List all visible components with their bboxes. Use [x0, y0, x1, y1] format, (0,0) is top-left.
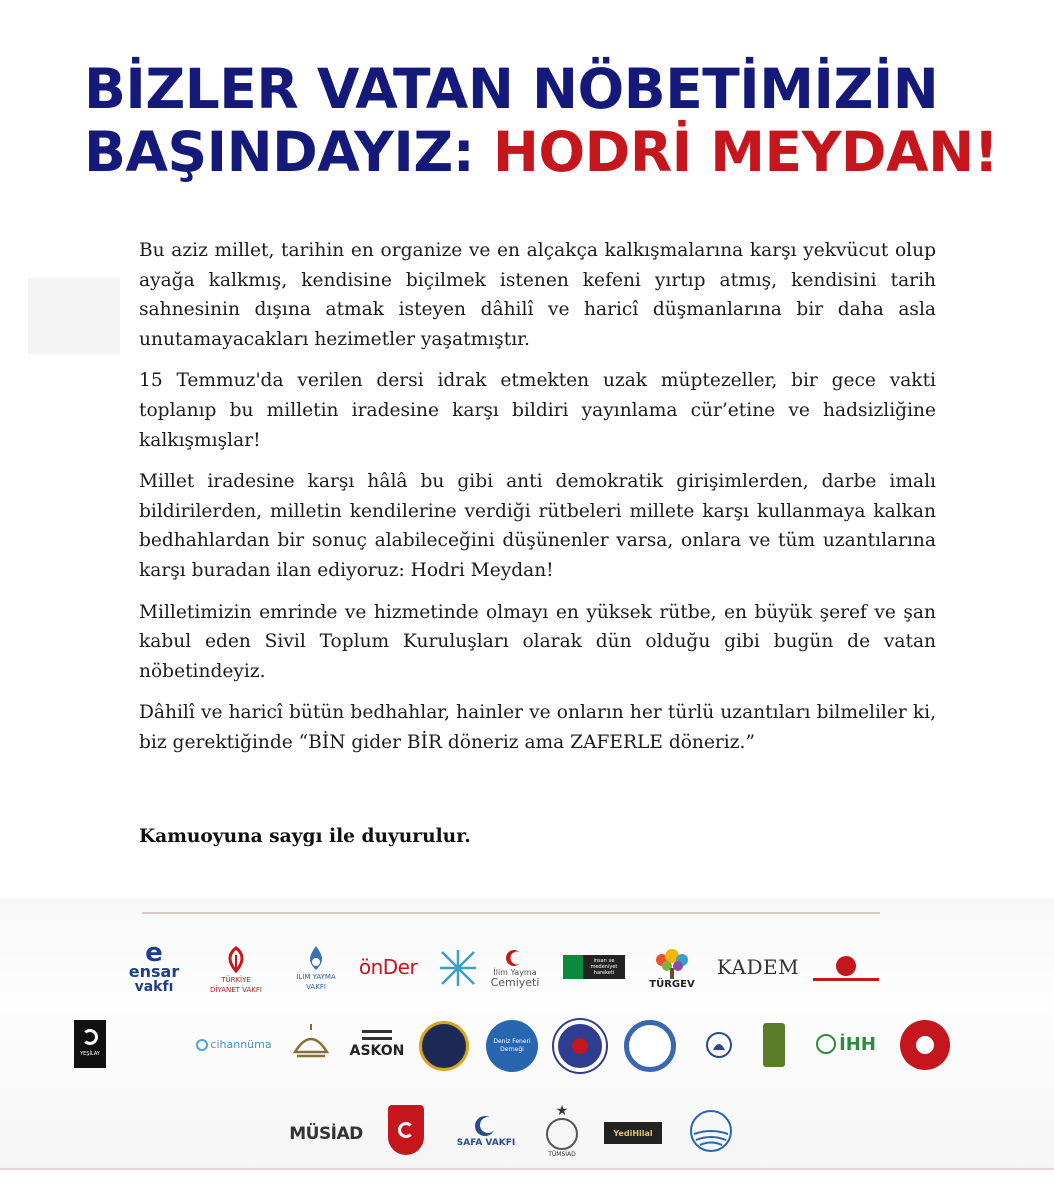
green-emblem-icon: [763, 1023, 785, 1067]
yesilay-logo: [74, 1020, 106, 1068]
paragraph-2: 15 Temmuz'da verilen dersi idrak etmekten uzak müptezeller, bir gece vakti toplanıp bu milletin iradesine karşı bildiri yayınlama cür’etine ve hadsizliğine kalkışmışlar!: [139, 370, 936, 451]
yedihilal-label: YediHilal: [613, 1128, 653, 1138]
ensar-label: ensar: [128, 962, 180, 981]
deniz-label-2: Derneği: [500, 1046, 524, 1053]
mtta-shield-icon: [388, 1105, 424, 1155]
onder-label: önDer: [358, 955, 418, 979]
tumsiad-star-icon: ★: [555, 1103, 569, 1119]
tree-icon: [652, 948, 692, 980]
ilim-yayma-vakfi-logo: [288, 940, 344, 996]
tumsiad-label: TÜMSİAD: [548, 1151, 576, 1158]
seal-star-icon: [916, 1036, 934, 1054]
ihh-label: İHH: [839, 1033, 876, 1055]
insan-label-1: insan ve: [593, 958, 615, 964]
insan-label-3: hareketi: [593, 970, 615, 976]
turgev-logo: [644, 942, 700, 996]
safa-label: SAFA VAKFI: [456, 1138, 516, 1148]
ilim-label-2: VAKFI: [306, 983, 326, 991]
askon-label: ASKON: [349, 1042, 405, 1059]
globe-icon: [688, 1108, 734, 1154]
headline-line-1: BİZLER VATAN NÖBETİMİZİN: [84, 57, 939, 121]
deniz-label-1: Deniz Feneri: [493, 1038, 531, 1045]
egitim-bir-sen-logo: [552, 1018, 608, 1074]
mosque-icon: [704, 1030, 734, 1060]
diyanet-label-1: TÜRKİYE: [221, 976, 251, 984]
paragraph-1: Bu aziz millet, tarihin en organize ve en alçakça kalkışmalarına karşı yekvücut olup ayağa kalkmış, kendisine biçilmek istenen kefeni yırtıp atmış, kendisini tarih sahnesinin dışına atmak isteyen dâhilî ve haricî düşmanlarına bir daha asla unutamayacakları hezimetler yaşatmıştır.: [139, 240, 936, 350]
insan-label-2: medeniyet: [590, 964, 618, 970]
egitim-disc-icon: [554, 1020, 606, 1072]
safa-crescent-icon: [473, 1114, 499, 1138]
tulip-icon: [219, 945, 253, 975]
kizilay-bar: [813, 978, 879, 981]
cihannuma-circle-icon: [196, 1039, 208, 1051]
kizilay-logo: [810, 954, 882, 982]
paragraph-5: Dâhilî ve haricî bütün bedhahlar, hainler ve onların her türlü uzantıları bilmeliler ki, biz gerektiğinde “BİN gider BİR döneriz ama ZAFERLE döneriz.”: [139, 702, 936, 753]
flag-icon: [563, 955, 583, 979]
musiad-logo: [286, 1120, 366, 1148]
red-seal-icon: [900, 1020, 950, 1070]
yesilay-label: YEŞİLAY: [80, 1051, 100, 1057]
ihh-globe-icon: [816, 1034, 836, 1054]
iyc-label-2: Cemiyeti: [490, 976, 540, 989]
ensar-sublabel: vakfı: [134, 979, 174, 995]
onder-logo: [350, 952, 426, 982]
askon-logo: [344, 1022, 410, 1066]
ensar-vakfi-logo: [118, 940, 190, 996]
green-emblem-logo: [756, 1018, 792, 1072]
mtta-crescent-icon: [398, 1122, 414, 1138]
red-seal-logo: [898, 1018, 952, 1072]
bottom-line: [0, 1168, 1054, 1170]
ensar-e-icon: e: [145, 938, 163, 968]
yesilay-crescent-icon: [82, 1029, 98, 1045]
rose-icon: [572, 1038, 588, 1054]
paragraph-4: Milletimizin emrinde ve hizmetinde olmayı en yüksek rütbe, en büyük şeref ve şan kabul eden Sivil Toplum Kuruluşları olarak dün olduğu gibi bugün de vatan nöbetindeyiz.: [139, 601, 936, 682]
deniz-feneri-logo: [484, 1018, 540, 1074]
yellow-disc-logo: [418, 1020, 470, 1072]
diyanet-label-2: DİYANET VAKFI: [210, 986, 262, 994]
blue-ring-logo: [622, 1018, 678, 1074]
iyc-label-1: İlim Yayma: [493, 968, 537, 977]
statement-body: [139, 236, 936, 770]
blue-ring-icon: [624, 1020, 676, 1072]
tumsiad-ring-icon: [546, 1118, 578, 1150]
kemerburgaz-logo: [284, 1018, 338, 1070]
headline: [84, 58, 1024, 184]
cihannuma-label: cihannüma: [210, 1038, 272, 1051]
insan-medeniyet-logo: [562, 952, 626, 982]
yedihilal-logo: [604, 1122, 662, 1144]
turkiye-gencik-logo: [432, 940, 484, 996]
divider: [142, 912, 880, 914]
tumsiad-logo: [538, 1102, 586, 1162]
crescent-icon: [504, 948, 526, 968]
side-mark: [28, 278, 120, 354]
dome-icon: [289, 1022, 333, 1066]
deniz-feneri-disc: [486, 1020, 538, 1072]
headline-line-2: BAŞINDAYIZ:: [84, 120, 493, 184]
paragraph-3: Millet iradesine karşı hâlâ bu gibi anti demokratik girişimlerden, darbe imalı bildirilerden, milletin kendilerine verdiği rütbeleri millete karşı kullanmaya kalkan bedhahlardan bir sonuç alabileceğini düşünenler varsa, onlara ve tüm uzantılarına karşı buradan ilan ediyoruz: Hodri Meydan!: [139, 471, 936, 581]
cihannuma-logo: [196, 1032, 272, 1058]
drop-icon: [303, 944, 329, 972]
insan-text-box: [583, 955, 625, 979]
kadem-label: KADEM: [716, 955, 800, 979]
safa-vakfi-logo: [450, 1108, 522, 1154]
ilim-label-1: İLİM YAYMA: [296, 973, 336, 981]
kizilay-crescent-icon: [836, 956, 856, 976]
ilim-yayma-cemiyeti-logo: [486, 940, 544, 996]
diyanet-vakfi-logo: [196, 942, 276, 998]
musiad-label: MÜSİAD: [289, 1124, 363, 1144]
ensar-dernegi-logo: [694, 1018, 744, 1072]
yeni-dunya-vakfi-logo: [684, 1104, 738, 1158]
yellow-disc-icon: [419, 1021, 469, 1071]
ihh-logo: [808, 1030, 884, 1058]
headline-accent: HODRİ MEYDAN!: [492, 120, 999, 184]
star-lines-icon: [436, 946, 480, 990]
mtta-logo: [386, 1102, 426, 1158]
turgev-label: TÜRGEV: [649, 979, 695, 990]
closing-line: Kamuoyuna saygı ile duyurulur.: [139, 826, 471, 847]
kadem-logo: [716, 950, 800, 984]
askon-stripes-icon: [362, 1030, 392, 1040]
